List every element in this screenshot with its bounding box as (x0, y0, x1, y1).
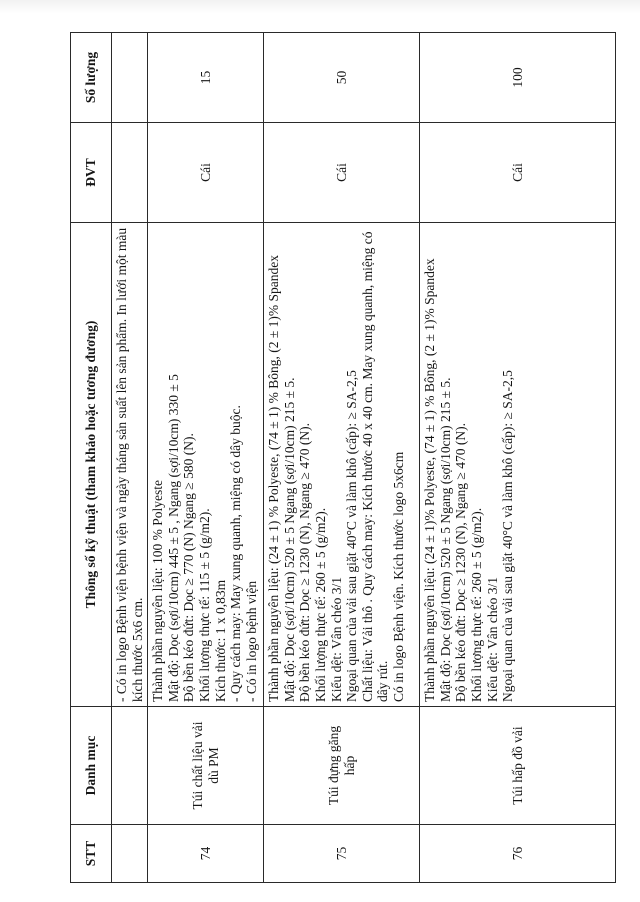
row-stt: 74 (148, 825, 264, 883)
header-thong-so: Thông số kỹ thuật (tham khảo hoặc tương đương) (71, 223, 112, 707)
spec-line: - Có in logo Bệnh viện bệnh viện và ngày tháng sản suất lên sản phẩm. In lưới một màu kích thước 5x6 cm. (114, 227, 145, 702)
header-dvt: ĐVT (71, 123, 112, 223)
spec-line: Kiểu dệt: Vân chéo 3/1 (484, 577, 500, 702)
row-dvt: Cái (264, 123, 420, 223)
spec-line: Độ bền kéo đứt: Dọc ≥ 770 (N) Ngang ≥ 580 (N). (181, 433, 197, 702)
spec-line: Độ bền kéo đứt: Dọc ≥ 1230 (N), Ngang ≥ 470 (N). (453, 423, 469, 702)
spec-line: Thành phần nguyên liệu: 100 % Polyeste (150, 480, 166, 702)
row-name: Túi đựng găng hấp (264, 707, 420, 825)
row-qty: 50 (264, 33, 420, 123)
spec-line: - Có in logo bệnh viện (243, 580, 259, 702)
spec-line: Mật độ: Dọc (sợi/10cm) 445 ± 5 , Ngang (sợi/10cm) 330 ± 5 (165, 374, 181, 702)
cont-spec (112, 223, 148, 707)
row-dvt: Cái (420, 123, 616, 223)
spec-line: - Quy cách may: May xung quanh, miệng có dây buộc. (228, 405, 244, 702)
spec-line: Mật độ: Dọc (sợi/10cm) 520 ± 5 Ngang (sợi/10cm) 215 ± 5. (437, 377, 453, 702)
row-spec (264, 223, 420, 707)
table-row (264, 33, 420, 883)
cont-stt (112, 825, 148, 883)
row-dvt: Cái (148, 123, 264, 223)
spec-line: Ngoại quan của vải sau giặt 40°C và làm khô (cấp): ≥ SA-2,5 (500, 370, 516, 702)
spec-line: Độ bền kéo đứt: Dọc ≥ 1230 (N), Ngang ≥ 470 (N). (297, 423, 313, 702)
spec-line: Khối lượng thực tế: 260 ± 5 (g/m2). (312, 507, 328, 702)
cont-dvt (112, 123, 148, 223)
spec-line: Ngoại quan của vải sau giặt 40°C và làm khô (cấp): ≥ SA-2,5 (344, 370, 360, 702)
spec-line: Khối lượng thực tế: 260 ± 5 (g/m2). (468, 507, 484, 702)
cont-qty (112, 33, 148, 123)
header-stt: STT (71, 825, 112, 883)
row-name: Túi chất liệu vải dù PM (148, 707, 264, 825)
spec-line: Khối lượng thực tế: 115 ± 5 (g/m2). (196, 508, 212, 702)
row-name: Túi hấp đồ vải (420, 707, 616, 825)
spec-line: Thành phần nguyên liệu: (24 ± 1) % Polyeste, (74 ± 1) % Bông, (2 ± 1)% Spandex (266, 254, 282, 702)
row-stt: 75 (264, 825, 420, 883)
header-danh-muc: Danh mục (71, 707, 112, 825)
header-so-luong: Số lượng (71, 33, 112, 123)
continuation-row (112, 33, 148, 883)
spec-line: Mật độ: Dọc (sợi/10cm) 520 ± 5 Ngang (sợi/10cm) 215 ± 5. (281, 377, 297, 702)
spec-line: Chất liệu: Vải thô . Quy cách may: Kích thước 40 x 40 cm. May xung quanh, miệng có dây rút. (359, 231, 391, 702)
spec-line: Kích thước: 1 x 0,83m (212, 579, 228, 702)
table-row (148, 33, 264, 883)
scan-shadow (0, 0, 640, 14)
spec-table (70, 32, 616, 883)
rotated-page (70, 33, 610, 883)
spec-line: Có in logo Bệnh viện. Kích thước logo 5x6cm (390, 451, 406, 702)
row-stt: 76 (420, 825, 616, 883)
table-row (420, 33, 616, 883)
spec-line: Kiểu dệt: Vân chéo 3/1 (328, 577, 344, 702)
header-row (71, 33, 112, 883)
row-qty: 15 (148, 33, 264, 123)
cont-name (112, 707, 148, 825)
row-qty: 100 (420, 33, 616, 123)
row-spec (148, 223, 264, 707)
spec-line: Thành phần nguyên liệu: (24 ± 1)% Polyeste, (74 ± 1) % Bông, (2 ± 1)% Spandex (422, 258, 438, 702)
row-spec (420, 223, 616, 707)
